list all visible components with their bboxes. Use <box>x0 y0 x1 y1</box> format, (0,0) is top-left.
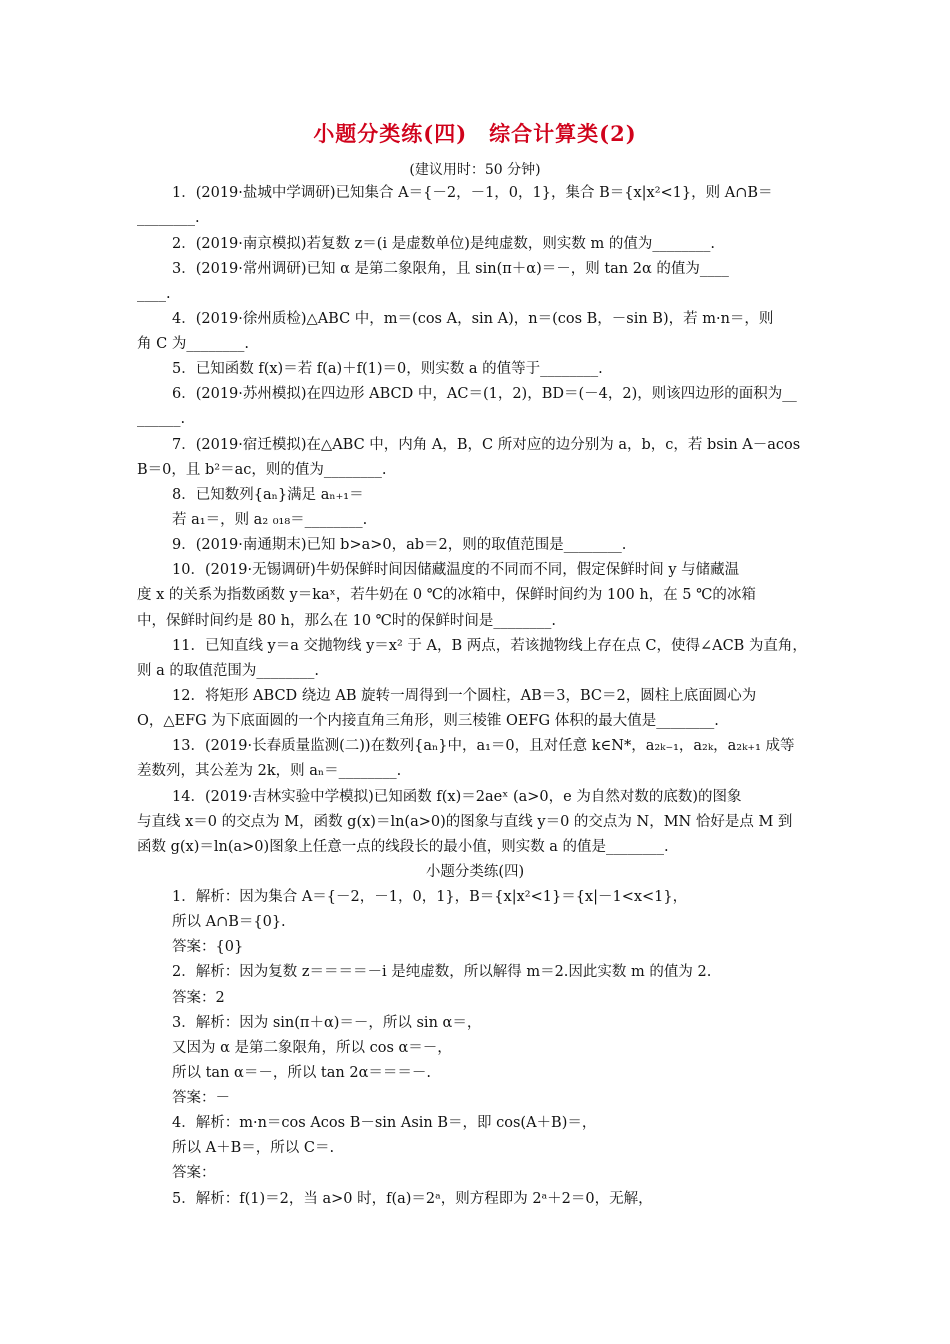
text-line: 4．解析：m·n＝cos Acos B－sin Asin B＝，即 cos(A＋B)＝， <box>172 1115 597 1131</box>
document-title: 小题分类练(四) 综合计算类(2) <box>313 121 637 146</box>
text-line: 9．(2019·南通期末)已知 b>a>0，ab＝2，则的取值范围是________. <box>172 537 627 553</box>
text-line: 6．(2019·苏州模拟)在四边形 ABCD 中，AC＝(1，2)，BD＝(－4，2)，则该四边形的面积为__ <box>172 386 797 402</box>
text-line: ____. <box>137 286 171 302</box>
document-subtitle: (建议用时：50 分钟) <box>409 162 541 178</box>
text-line: 又因为 α 是第二象限角，所以 cos α＝－， <box>172 1040 452 1056</box>
text-line: 所以 tan α＝－，所以 tan 2α＝＝＝－. <box>172 1065 431 1081</box>
text-line: 14．(2019·吉林实验中学模拟)已知函数 f(x)＝2aeˣ (a>0，e 为自然对数的底数)的图象 <box>172 789 742 805</box>
text-line: 1．解析：因为集合 A＝{－2，－1，0，1}，B＝{x|x²<1}＝{x|－1<x<1}， <box>172 889 688 905</box>
text-line: ______. <box>137 411 186 427</box>
text-line: 差数列，其公差为 2k，则 aₙ＝________. <box>137 763 402 779</box>
text-line: 答案：{0} <box>172 939 244 955</box>
text-line: 3．解析：因为 sin(π＋α)＝－，所以 sin α＝， <box>172 1015 482 1031</box>
text-line: 7．(2019·宿迁模拟)在△ABC 中，内角 A，B，C 所对应的边分别为 a，b，c，若 bsin A－acos <box>172 437 801 453</box>
text-line: 8．已知数列{aₙ}满足 aₙ₊₁＝ <box>172 487 364 503</box>
text-line: 13．(2019·长春质量监测(二))在数列{aₙ}中，a₁＝0，且对任意 k∈N*，a₂ₖ₋₁，a₂ₖ，a₂ₖ₊₁ 成等 <box>172 738 795 754</box>
text-line: 5．已知函数 f(x)＝若 f(a)＋f(1)＝0，则实数 a 的值等于________. <box>172 361 603 377</box>
text-line: 5．解析：f(1)＝2，当 a>0 时，f(a)＝2ᵃ，则方程即为 2ᵃ＋2＝0，无解， <box>172 1191 653 1207</box>
text-line: 答案： <box>172 1165 216 1181</box>
text-line: 4．(2019·徐州质检)△ABC 中，m＝(cos A，sin A)，n＝(cos B，－sin B)，若 m·n＝，则 <box>172 311 774 327</box>
text-line: 1．(2019·盐城中学调研)已知集合 A＝{－2，－1，0，1}，集合 B＝{x|x²<1}，则 A∩B＝ <box>172 185 773 201</box>
text-line: O，△EFG 为下底面圆的一个内接直角三角形，则三棱锥 OEFG 体积的最大值是________. <box>137 713 719 729</box>
text-line: 12．将矩形 ABCD 绕边 AB 旋转一周得到一个圆柱，AB＝3，BC＝2，圆柱上底面圆心为 <box>172 688 757 704</box>
answers-heading: 小题分类练(四) <box>425 864 525 880</box>
text-line: 所以 A∩B＝{0}. <box>172 914 286 930</box>
text-line: ________. <box>137 210 200 226</box>
text-line: 2．(2019·南京模拟)若复数 z＝(i 是虚数单位)是纯虚数，则实数 m 的值为________. <box>172 236 715 252</box>
text-line: B＝0，且 b²＝ac，则的值为________. <box>137 462 387 478</box>
text-line: 答案：2 <box>172 990 225 1006</box>
text-line: 所以 A＋B＝，所以 C＝. <box>172 1140 335 1156</box>
text-line: 角 C 为________. <box>137 336 249 352</box>
text-line: 10．(2019·无锡调研)牛奶保鲜时间因储藏温度的不同而不同，假定保鲜时间 y 与储藏温 <box>172 562 740 578</box>
text-line: 函数 g(x)＝ln(a>0)图象上任意一点的线段长的最小值，则实数 a 的值是________. <box>137 839 669 855</box>
text-line: 度 x 的关系为指数函数 y＝kaˣ，若牛奶在 0 ℃的冰箱中，保鲜时间约为 100 h，在 5 ℃的冰箱 <box>137 587 756 603</box>
text-line: 答案：－ <box>172 1090 230 1106</box>
text-line: 与直线 x＝0 的交点为 M，函数 g(x)＝ln(a>0)的图象与直线 y＝0 的交点为 N，MN 恰好是点 M 到 <box>137 814 793 830</box>
text-line: 中，保鲜时间约是 80 h，那么在 10 ℃时的保鲜时间是________. <box>137 613 557 629</box>
text-line: 若 a₁＝，则 a₂ ₀₁₈＝________. <box>172 512 368 528</box>
text-line: 11．已知直线 y＝a 交抛物线 y＝x² 于 A，B 两点，若该抛物线上存在点 C，使得∠ACB 为直角， <box>172 638 807 654</box>
text-line: 则 a 的取值范围为________. <box>137 663 319 679</box>
text-line: 3．(2019·常州调研)已知 α 是第二象限角，且 sin(π＋α)＝－，则 tan 2α 的值为____ <box>172 261 729 277</box>
text-line: 2．解析：因为复数 z＝＝＝＝－i 是纯虚数，所以解得 m＝2.因此实数 m 的值为 2. <box>172 964 712 980</box>
